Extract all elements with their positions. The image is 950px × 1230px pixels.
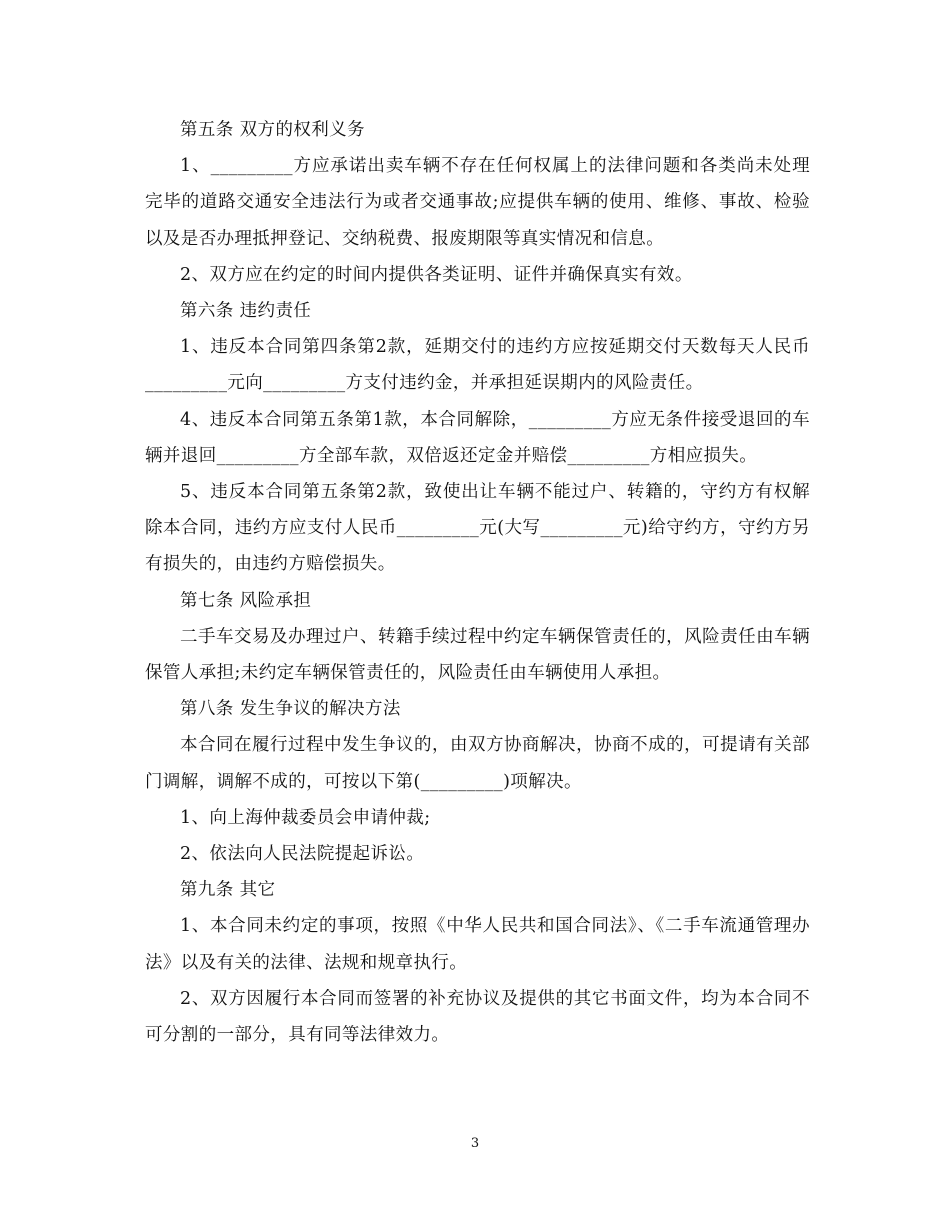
paragraph: 4、违反本合同第五条第1款，本合同解除，_________方应无条件接受退回的车辆并退回_________方全部车款，双倍返还定金并赔偿_________方相应损失。 — [145, 409, 810, 466]
paragraph: 1、向上海仲裁委员会申请仲裁; — [180, 807, 431, 828]
paragraph: 1、_________方应承诺出卖车辆不存在任何权属上的法律问题和各类尚未处理完毕的道路交通安全违法行为或者交通事故;应提供车辆的使用、维修、事故、检验以及是否办理抵押登记、交纳税费、报废期限等真实情况和信息。 — [145, 156, 810, 249]
heading-article-6: 第六条 违约责任 — [180, 301, 312, 322]
heading-article-5: 第五条 双方的权利义务 — [180, 120, 365, 140]
heading-article-7: 第七条 风险承担 — [180, 590, 312, 611]
heading-article-8: 第八条 发生争议的解决方法 — [180, 699, 401, 720]
paragraph: 1、本合同未约定的事项，按照《中华人民共和国合同法》、《二手车流通管理办法》以及有关的法律、法规和规章执行。 — [145, 916, 810, 973]
paragraph: 5、违反本合同第五条第2款，致使出让车辆不能过户、转籍的，守约方有权解除本合同，违约方应支付人民币_________元(大写_________元)给守约方，守约方另有损失的，由违约方赔偿损失。 — [145, 482, 810, 575]
document-body — [145, 112, 810, 1053]
paragraph: 2、双方因履行本合同而签署的补充协议及提供的其它书面文件，均为本合同不可分割的一部分，具有同等法律效力。 — [145, 988, 810, 1046]
paragraph: 本合同在履行过程中发生争议的，由双方协商解决，协商不成的，可提请有关部门调解，调解不成的，可按以下第(_________)项解决。 — [145, 735, 810, 792]
heading-article-9: 第九条 其它 — [180, 880, 276, 901]
paragraph: 二手车交易及办理过户、转籍手续过程中约定车辆保管责任的，风险责任由车辆保管人承担;未约定车辆保管责任的，风险责任由车辆使用人承担。 — [145, 626, 810, 684]
page-number: 3 — [470, 1136, 480, 1151]
paragraph: 2、双方应在约定的时间内提供各类证明、证件并确保真实有效。 — [180, 264, 693, 285]
paragraph: 1、违反本合同第四条第2款，延期交付的违约方应按延期交付天数每天人民币_________元向_________方支付违约金，并承担延误期内的风险责任。 — [145, 337, 810, 394]
paragraph: 2、依法向人民法院提起诉讼。 — [180, 844, 425, 865]
